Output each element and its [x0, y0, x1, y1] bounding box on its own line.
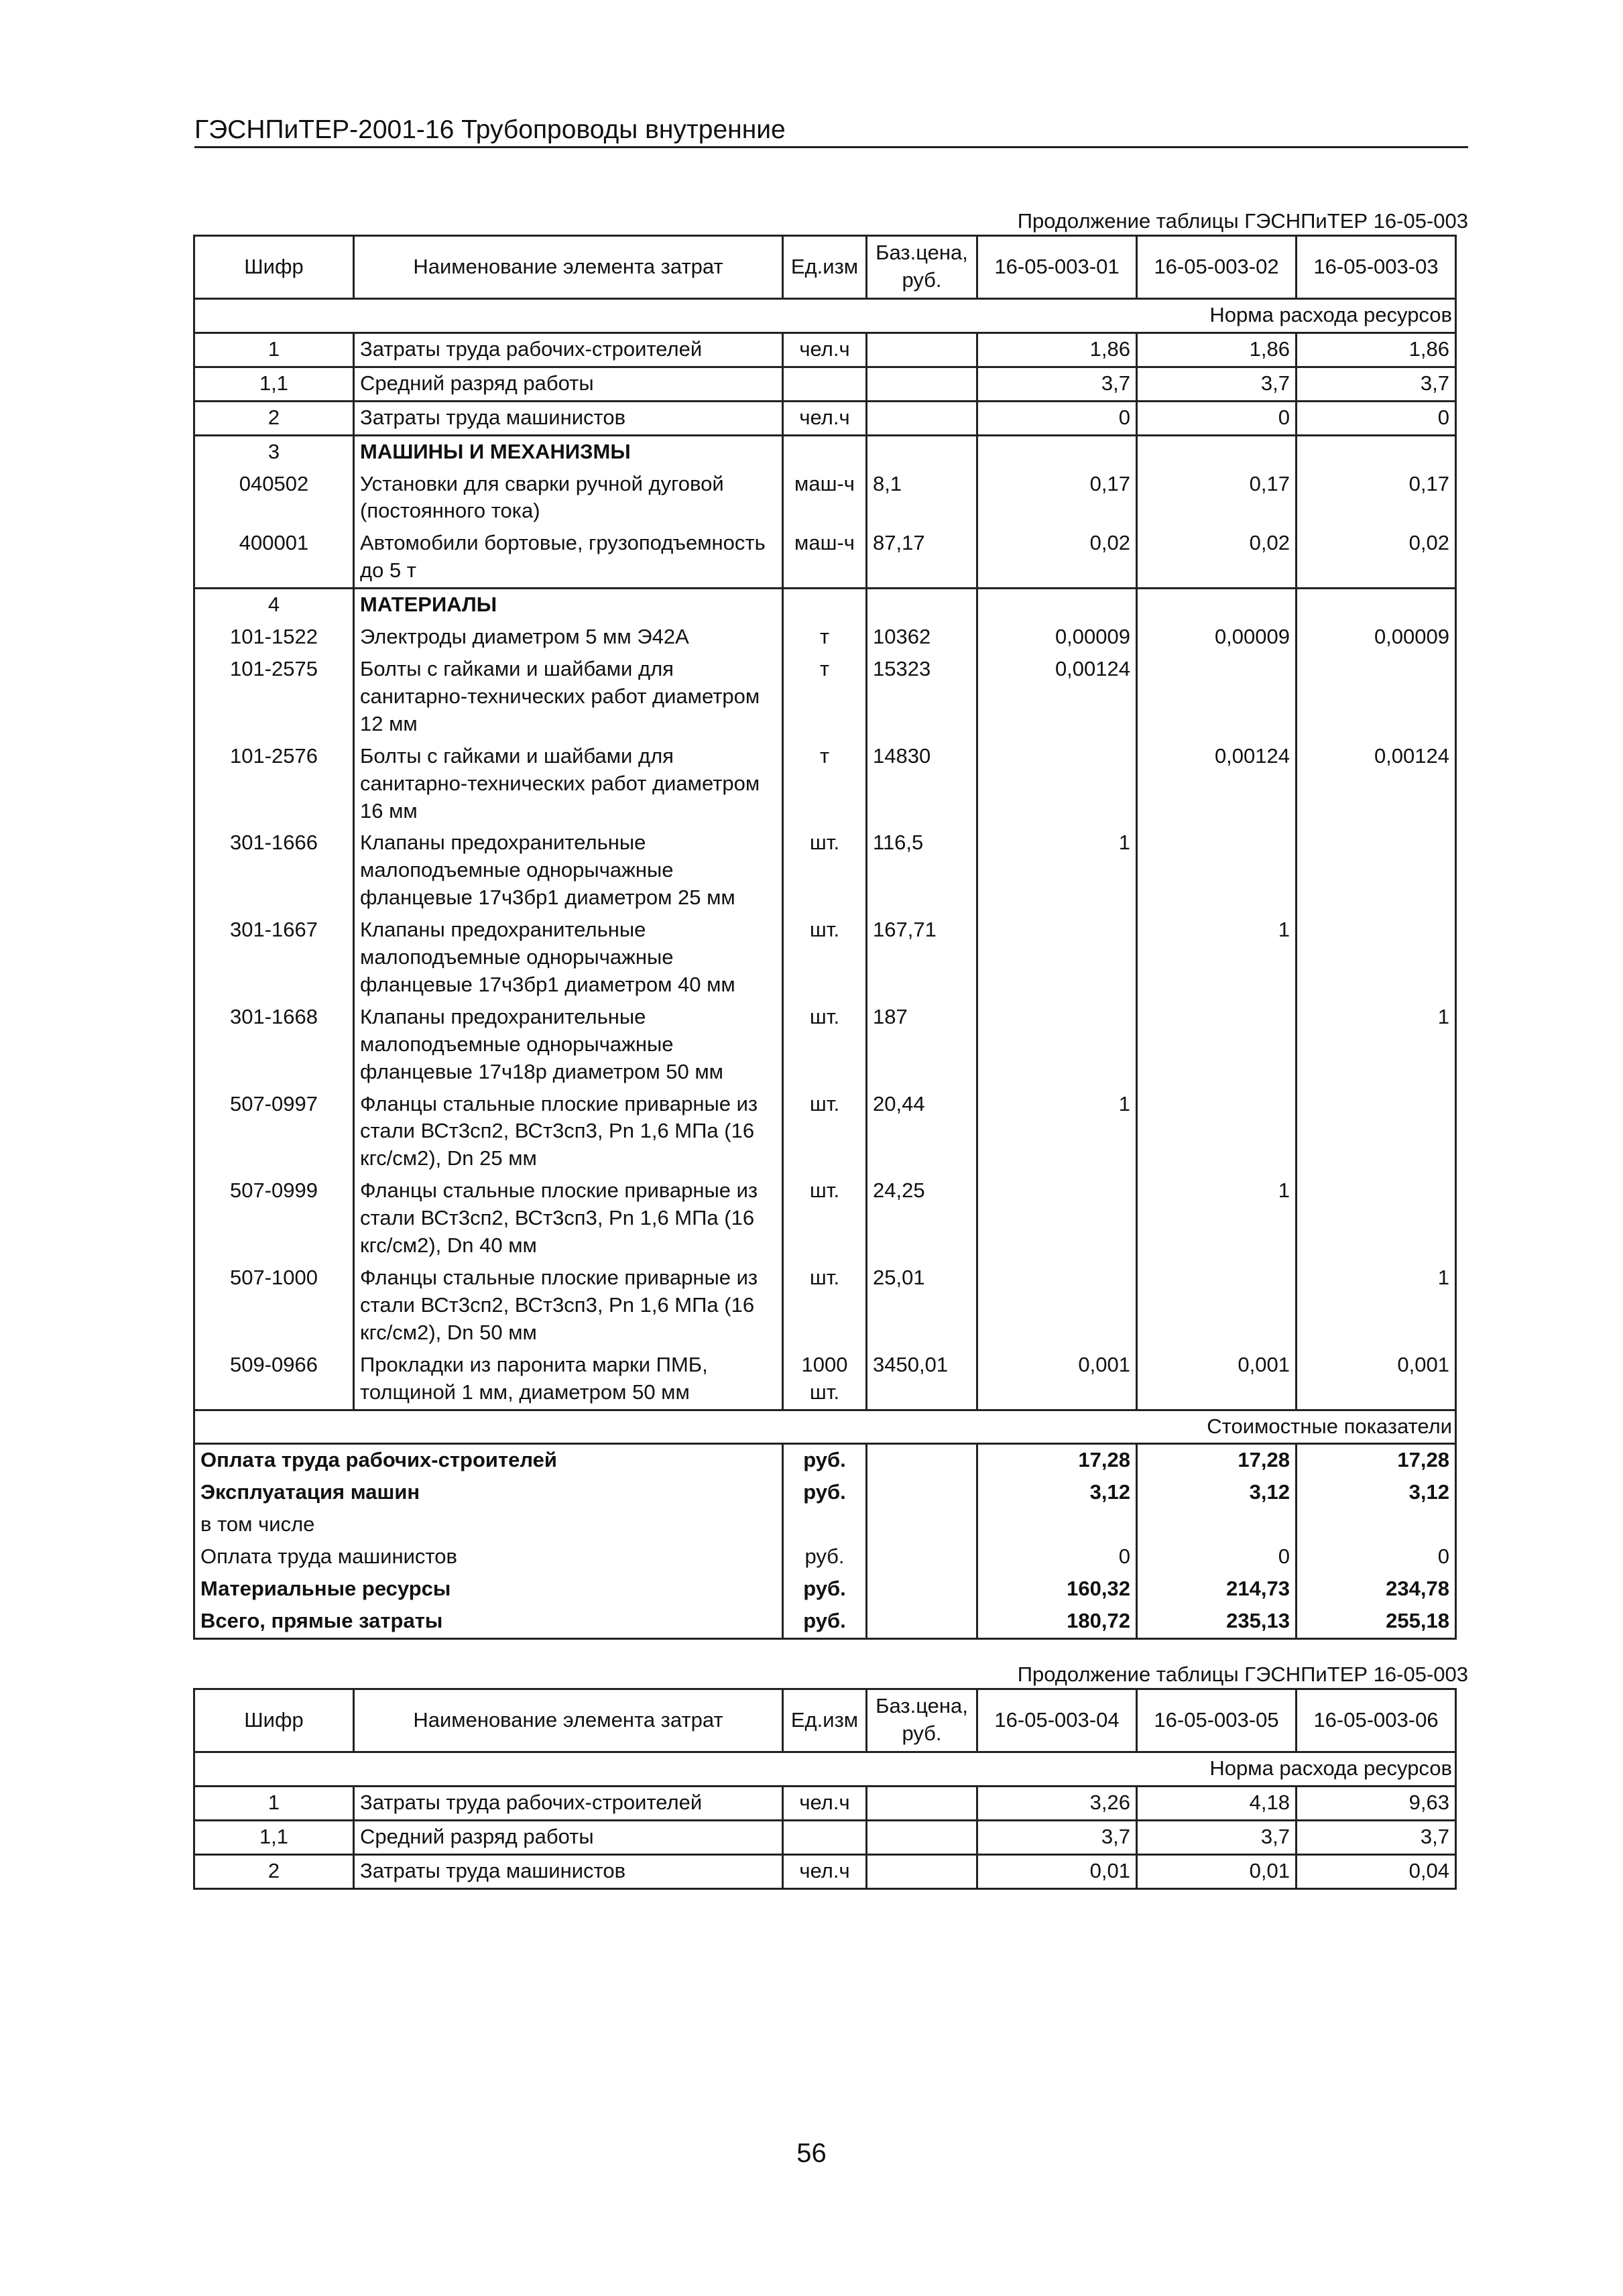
row-value-1 [977, 435, 1137, 468]
row-name: Средний разряд работы [354, 1820, 783, 1854]
row-value-3: 0,00009 [1297, 621, 1456, 654]
row-value-3: 0,00124 [1297, 741, 1456, 828]
row-price: 167,71 [867, 914, 977, 1002]
row-value-1: 3,26 [977, 1786, 1137, 1820]
resource-table-1 [193, 235, 1457, 1640]
summary-row [194, 1444, 1456, 1477]
row-code: 507-0997 [194, 1089, 354, 1176]
summary-price [867, 1444, 977, 1477]
row-value-1: 0,17 [977, 469, 1137, 528]
row-value-3 [1297, 435, 1456, 468]
row-unit: т [783, 741, 867, 828]
row-price: 8,1 [867, 469, 977, 528]
row-value-3: 0,001 [1297, 1349, 1456, 1410]
table-caption: Продолжение таблицы ГЭСНПиТЕР 16-05-003 [1017, 1663, 1468, 1686]
summary-value-2: 0 [1137, 1541, 1297, 1573]
row-price: 15323 [867, 654, 977, 741]
row-code: 301-1668 [194, 1002, 354, 1089]
summary-unit: руб. [783, 1444, 867, 1477]
row-price: 14830 [867, 741, 977, 828]
summary-value-2 [1137, 1509, 1297, 1541]
table-row [194, 367, 1456, 401]
table-row [194, 1002, 1456, 1089]
table-caption: Продолжение таблицы ГЭСНПиТЕР 16-05-003 [1017, 209, 1468, 233]
row-value-2 [1137, 1089, 1297, 1176]
table-row [194, 827, 1456, 914]
row-value-2: 0,00009 [1137, 621, 1297, 654]
row-price [867, 367, 977, 401]
summary-label: Материальные ресурсы [194, 1573, 783, 1606]
summary-value-3: 3,12 [1297, 1477, 1456, 1509]
row-value-1 [977, 1002, 1137, 1089]
summary-label: Оплата труда рабочих-строителей [194, 1444, 783, 1477]
summary-unit: руб. [783, 1606, 867, 1638]
summary-value-1: 160,32 [977, 1573, 1137, 1606]
row-name: Клапаны предохранительные малоподъемные однорычажные фланцевые 17ч18р диаметром 50 мм [354, 1002, 783, 1089]
header-price-line1: Баз.цена, [876, 1694, 968, 1718]
row-name: Болты с гайками и шайбами для санитарно-технических работ диаметром 16 мм [354, 741, 783, 828]
summary-unit: руб. [783, 1541, 867, 1573]
summary-value-3 [1297, 1509, 1456, 1541]
row-value-3: 1 [1297, 1002, 1456, 1089]
summary-row [194, 1606, 1456, 1638]
row-value-2: 0,02 [1137, 528, 1297, 588]
summary-value-1: 180,72 [977, 1606, 1137, 1638]
section-row [194, 435, 1456, 468]
row-name: Прокладки из паронита марки ПМБ, толщиной 1 мм, диаметром 50 мм [354, 1349, 783, 1410]
table-row [194, 914, 1456, 1002]
table-row [194, 1262, 1456, 1349]
header-col-2: 16-05-003-05 [1137, 1689, 1297, 1752]
row-name: Установки для сварки ручной дуговой (постоянного тока) [354, 469, 783, 528]
row-name: Электроды диаметром 5 мм Э42А [354, 621, 783, 654]
row-price: 116,5 [867, 827, 977, 914]
row-unit: т [783, 621, 867, 654]
summary-row [194, 1573, 1456, 1606]
table-row [194, 1349, 1456, 1410]
row-value-3: 0 [1297, 401, 1456, 435]
table-row [194, 528, 1456, 588]
row-value-1 [977, 914, 1137, 1002]
summary-price [867, 1541, 977, 1573]
row-value-2 [1137, 1262, 1297, 1349]
summary-value-3: 255,18 [1297, 1606, 1456, 1638]
row-value-3: 1 [1297, 1262, 1456, 1349]
row-code: 101-1522 [194, 621, 354, 654]
section-row [194, 589, 1456, 621]
row-name: Фланцы стальные плоские приварные из стали ВСт3сп2, ВСт3сп3, Рn 1,6 МПа (16 кгс/см2), Dn 50 мм [354, 1262, 783, 1349]
summary-value-1: 17,28 [977, 1444, 1137, 1477]
row-code: 400001 [194, 528, 354, 588]
row-code: 507-0999 [194, 1175, 354, 1262]
summary-label: Оплата труда машинистов [194, 1541, 783, 1573]
page-number: 56 [796, 2138, 827, 2168]
row-code: 4 [194, 589, 354, 621]
row-value-3 [1297, 914, 1456, 1002]
row-code: 507-1000 [194, 1262, 354, 1349]
header-name: Наименование элемента затрат [354, 1689, 783, 1752]
row-unit [783, 435, 867, 468]
row-name: Автомобили бортовые, грузоподъемность до 5 т [354, 528, 783, 588]
row-code: 2 [194, 1854, 354, 1888]
table-header-row [194, 236, 1456, 299]
table-row [194, 741, 1456, 828]
row-price: 10362 [867, 621, 977, 654]
row-price: 3450,01 [867, 1349, 977, 1410]
page-header: ГЭСНПиТЕР-2001-16 Трубопроводы внутренние [194, 115, 1468, 148]
table-row [194, 1786, 1456, 1820]
header-price [867, 1689, 977, 1752]
summary-unit: руб. [783, 1477, 867, 1509]
header-price-line1: Баз.цена, [876, 241, 968, 265]
row-price: 187 [867, 1002, 977, 1089]
table-row [194, 1854, 1456, 1888]
summary-price [867, 1477, 977, 1509]
table-row [194, 654, 1456, 741]
summary-label: Эксплуатация машин [194, 1477, 783, 1509]
header-col-3: 16-05-003-06 [1297, 1689, 1456, 1752]
row-price [867, 401, 977, 435]
row-value-2 [1137, 827, 1297, 914]
row-value-2: 0,01 [1137, 1854, 1297, 1888]
row-value-3: 9,63 [1297, 1786, 1456, 1820]
row-value-2: 0 [1137, 401, 1297, 435]
row-unit [783, 367, 867, 401]
summary-value-1: 0 [977, 1541, 1137, 1573]
row-value-3 [1297, 1089, 1456, 1176]
summary-row [194, 1541, 1456, 1573]
row-unit: чел.ч [783, 401, 867, 435]
row-code: 3 [194, 435, 354, 468]
row-value-3: 3,7 [1297, 1820, 1456, 1854]
row-unit: чел.ч [783, 333, 867, 367]
summary-value-1 [977, 1509, 1137, 1541]
header-price [867, 236, 977, 299]
row-value-3: 0,02 [1297, 528, 1456, 588]
summary-value-3: 0 [1297, 1541, 1456, 1573]
row-value-3 [1297, 1175, 1456, 1262]
row-price: 20,44 [867, 1089, 977, 1176]
row-value-2: 1 [1137, 1175, 1297, 1262]
header-unit: Ед.изм [783, 1689, 867, 1752]
summary-value-1: 3,12 [977, 1477, 1137, 1509]
row-name: Фланцы стальные плоские приварные из стали ВСт3сп2, ВСт3сп3, Рn 1,6 МПа (16 кгс/см2), Dn 25 мм [354, 1089, 783, 1176]
summary-value-2: 214,73 [1137, 1573, 1297, 1606]
row-value-1: 3,7 [977, 367, 1137, 401]
row-unit: чел.ч [783, 1854, 867, 1888]
row-value-2 [1137, 435, 1297, 468]
row-code: 301-1666 [194, 827, 354, 914]
row-code: 2 [194, 401, 354, 435]
row-price [867, 435, 977, 468]
table-row [194, 469, 1456, 528]
row-value-2 [1137, 654, 1297, 741]
summary-price [867, 1509, 977, 1541]
row-value-1: 1,86 [977, 333, 1137, 367]
row-name: Болты с гайками и шайбами для санитарно-технических работ диаметром 12 мм [354, 654, 783, 741]
row-value-1 [977, 1175, 1137, 1262]
table-header-row [194, 1689, 1456, 1752]
row-value-1: 0,02 [977, 528, 1137, 588]
summary-label: в том числе [194, 1509, 783, 1541]
summary-value-2: 235,13 [1137, 1606, 1297, 1638]
header-col-3: 16-05-003-03 [1297, 236, 1456, 299]
row-value-2: 1,86 [1137, 333, 1297, 367]
row-value-2 [1137, 589, 1297, 621]
section-title: МАШИНЫ И МЕХАНИЗМЫ [354, 435, 783, 468]
row-value-3 [1297, 827, 1456, 914]
section-title: МАТЕРИАЛЫ [354, 589, 783, 621]
header-col-1: 16-05-003-01 [977, 236, 1137, 299]
row-value-1: 0,01 [977, 1854, 1137, 1888]
table-row [194, 1175, 1456, 1262]
row-value-3: 3,7 [1297, 367, 1456, 401]
header-price-line2: руб. [902, 268, 942, 292]
row-value-3 [1297, 589, 1456, 621]
summary-value-2: 3,12 [1137, 1477, 1297, 1509]
row-value-2: 1 [1137, 914, 1297, 1002]
row-unit: маш-ч [783, 469, 867, 528]
header-code: Шифр [194, 1689, 354, 1752]
row-value-2: 4,18 [1137, 1786, 1297, 1820]
table-row [194, 1820, 1456, 1854]
row-unit: шт. [783, 1175, 867, 1262]
row-value-1: 1 [977, 1089, 1137, 1176]
row-code: 1,1 [194, 1820, 354, 1854]
row-unit [783, 589, 867, 621]
summary-unit: руб. [783, 1573, 867, 1606]
row-unit: шт. [783, 1002, 867, 1089]
row-value-2: 0,00124 [1137, 741, 1297, 828]
row-code: 101-2576 [194, 741, 354, 828]
row-value-1 [977, 589, 1137, 621]
row-price [867, 1854, 977, 1888]
row-unit: шт. [783, 827, 867, 914]
row-value-1 [977, 1262, 1137, 1349]
row-unit: маш-ч [783, 528, 867, 588]
table-row [194, 333, 1456, 367]
row-code: 040502 [194, 469, 354, 528]
band-norm: Норма расхода ресурсов [194, 1752, 1456, 1787]
row-value-1 [977, 741, 1137, 828]
row-value-1: 0 [977, 401, 1137, 435]
row-value-1: 0,00009 [977, 621, 1137, 654]
row-unit: шт. [783, 914, 867, 1002]
row-price [867, 1820, 977, 1854]
row-name: Затраты труда машинистов [354, 1854, 783, 1888]
header-code: Шифр [194, 236, 354, 299]
row-value-3: 0,17 [1297, 469, 1456, 528]
row-name: Клапаны предохранительные малоподъемные однорычажные фланцевые 17ч3бр1 диаметром 25 мм [354, 827, 783, 914]
row-value-1: 0,001 [977, 1349, 1137, 1410]
row-value-1: 3,7 [977, 1820, 1137, 1854]
row-price [867, 333, 977, 367]
row-unit: 1000 шт. [783, 1349, 867, 1410]
summary-row [194, 1509, 1456, 1541]
row-value-2: 3,7 [1137, 367, 1297, 401]
row-value-2: 0,17 [1137, 469, 1297, 528]
table-row [194, 621, 1456, 654]
row-unit: шт. [783, 1089, 867, 1176]
row-code: 1 [194, 333, 354, 367]
row-value-3: 1,86 [1297, 333, 1456, 367]
row-value-2: 3,7 [1137, 1820, 1297, 1854]
row-name: Затраты труда машинистов [354, 401, 783, 435]
summary-price [867, 1606, 977, 1638]
summary-row [194, 1477, 1456, 1509]
row-code: 1,1 [194, 367, 354, 401]
band-norm: Норма расхода ресурсов [194, 299, 1456, 333]
header-col-2: 16-05-003-02 [1137, 236, 1297, 299]
row-price: 87,17 [867, 528, 977, 588]
summary-value-2: 17,28 [1137, 1444, 1297, 1477]
row-price: 24,25 [867, 1175, 977, 1262]
row-name: Затраты труда рабочих-строителей [354, 1786, 783, 1820]
row-value-1: 0,00124 [977, 654, 1137, 741]
row-unit: чел.ч [783, 1786, 867, 1820]
row-price [867, 1786, 977, 1820]
summary-label: Всего, прямые затраты [194, 1606, 783, 1638]
summary-price [867, 1573, 977, 1606]
row-code: 301-1667 [194, 914, 354, 1002]
row-name: Фланцы стальные плоские приварные из стали ВСт3сп2, ВСт3сп3, Рn 1,6 МПа (16 кгс/см2), Dn 40 мм [354, 1175, 783, 1262]
table-row [194, 1089, 1456, 1176]
summary-unit [783, 1509, 867, 1541]
row-price: 25,01 [867, 1262, 977, 1349]
row-unit: т [783, 654, 867, 741]
row-unit: шт. [783, 1262, 867, 1349]
header-price-line2: руб. [902, 1721, 942, 1745]
band-cost: Стоимостные показатели [194, 1410, 1456, 1444]
row-code: 1 [194, 1786, 354, 1820]
row-price [867, 589, 977, 621]
row-code: 101-2575 [194, 654, 354, 741]
row-unit [783, 1820, 867, 1854]
header-col-1: 16-05-003-04 [977, 1689, 1137, 1752]
row-value-2 [1137, 1002, 1297, 1089]
row-value-2: 0,001 [1137, 1349, 1297, 1410]
resource-table-2 [193, 1688, 1457, 1890]
header-unit: Ед.изм [783, 236, 867, 299]
header-name: Наименование элемента затрат [354, 236, 783, 299]
summary-value-3: 17,28 [1297, 1444, 1456, 1477]
summary-value-3: 234,78 [1297, 1573, 1456, 1606]
row-code: 509-0966 [194, 1349, 354, 1410]
row-value-1: 1 [977, 827, 1137, 914]
row-value-3 [1297, 654, 1456, 741]
table-row [194, 401, 1456, 435]
row-value-3: 0,04 [1297, 1854, 1456, 1888]
row-name: Средний разряд работы [354, 367, 783, 401]
row-name: Затраты труда рабочих-строителей [354, 333, 783, 367]
row-name: Клапаны предохранительные малоподъемные однорычажные фланцевые 17ч3бр1 диаметром 40 мм [354, 914, 783, 1002]
